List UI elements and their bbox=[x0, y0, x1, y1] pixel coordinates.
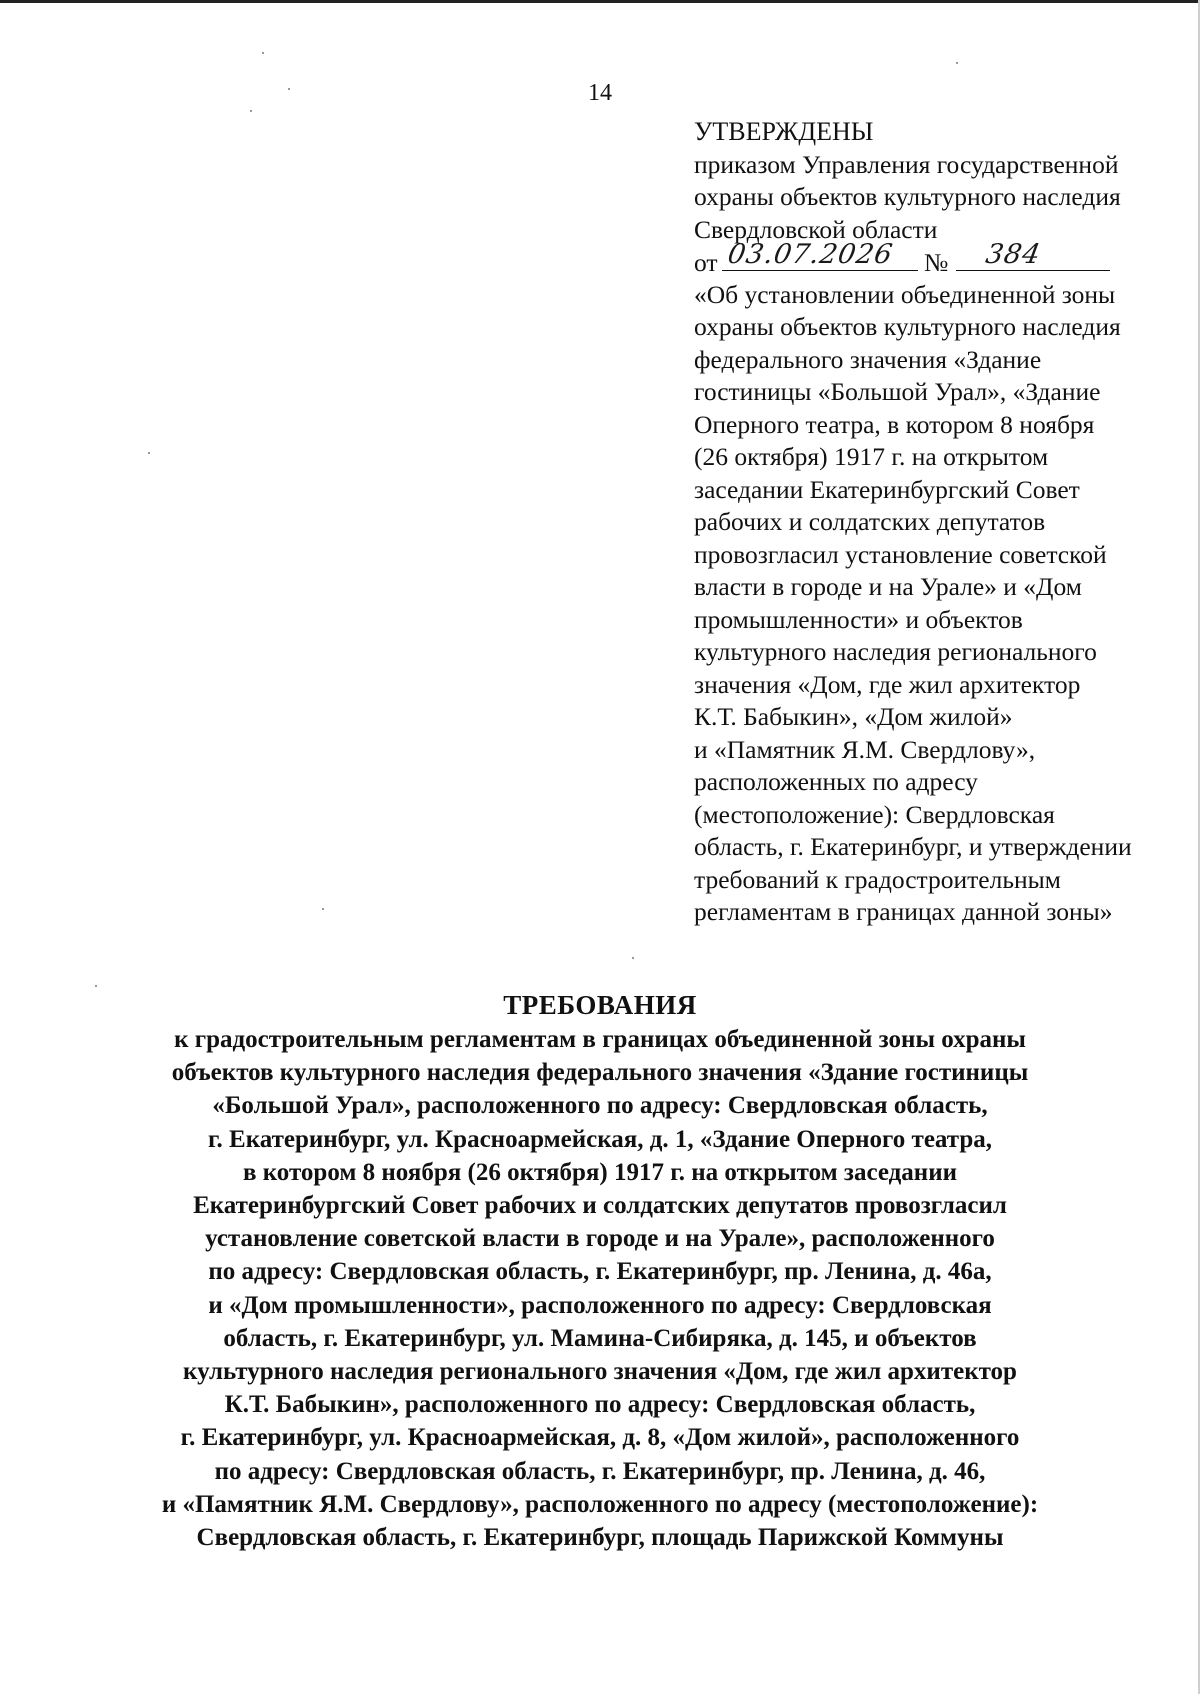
order-title-line: требований к градостроительным bbox=[694, 864, 1061, 894]
requirements-line: г. Екатеринбург, ул. Красноармейская, д. 1, «Здание Оперного театра, bbox=[207, 1125, 993, 1153]
order-title-line: (26 октября) 1917 г. на открытом bbox=[694, 442, 1049, 471]
requirements-line: культурного наследия регионального значения «Дом, где жил архитектор bbox=[183, 1358, 1017, 1386]
scan-speck bbox=[148, 452, 150, 454]
scan-speck bbox=[632, 957, 634, 959]
order-title-line: федерального значения «Здание bbox=[694, 344, 1042, 374]
issuer-line: приказом Управления государственной bbox=[694, 149, 1119, 179]
requirements-line: объектов культурного наследия федерального значения «Здание гостиницы bbox=[171, 1059, 1029, 1087]
scan-speck bbox=[250, 110, 252, 112]
requirements-line: Екатеринбургский Совет рабочих и солдатских депутатов провозгласил bbox=[193, 1192, 1007, 1220]
requirements-line: по адресу: Свердловская область, г. Екатеринбург, пр. Ленина, д. 46, bbox=[214, 1457, 986, 1485]
requirements-section bbox=[0, 987, 1200, 1554]
order-title-line: культурного наследия регионального bbox=[694, 637, 1097, 666]
order-title-line: рабочих и солдатских депутатов bbox=[694, 507, 1046, 536]
requirements-line: г. Екатеринбург, ул. Красноармейская, д. 8, «Дом жилой», расположенного bbox=[180, 1424, 1020, 1452]
date-blank bbox=[722, 238, 918, 271]
scan-speck bbox=[262, 52, 264, 54]
requirements-line: к градостроительным регламентам в границах объединенной зоны охраны bbox=[174, 1026, 1026, 1053]
order-title-line: расположенных по адресу bbox=[694, 767, 978, 796]
approval-stamp-block bbox=[694, 116, 1194, 929]
scan-speck bbox=[322, 908, 324, 910]
order-date-number-row bbox=[694, 238, 1194, 279]
order-title-line: заседании Екатеринбургский Совет bbox=[694, 474, 1080, 504]
requirements-line: в котором 8 ноября (26 октября) 1917 г. на открытом заседании bbox=[242, 1158, 958, 1186]
order-title-line: охраны объектов культурного наследия bbox=[694, 312, 1121, 341]
order-title-line: значения «Дом, где жил архитектор bbox=[694, 669, 1081, 699]
order-title-line: область, г. Екатеринбург, и утверждении bbox=[694, 832, 1132, 861]
handwritten-number: 384 bbox=[983, 238, 1044, 270]
order-title-line: промышленности» и объектов bbox=[694, 604, 1023, 634]
requirements-line: К.Т. Бабыкин», расположенного по адресу: Свердловская область, bbox=[224, 1391, 976, 1419]
requirements-line: Свердловская область, г. Екатеринбург, площадь Парижской Коммуны bbox=[196, 1524, 1004, 1552]
number-blank bbox=[956, 238, 1110, 271]
requirements-line: установление советской власти в городе и на Урале», расположенного bbox=[205, 1225, 995, 1253]
requirements-line: область, г. Екатеринбург, ул. Мамина-Сибиряка, д. 145, и объектов bbox=[223, 1324, 977, 1352]
requirements-line: и «Дом промышленности», расположенного по адресу: Свердловская bbox=[208, 1291, 992, 1319]
order-title-line: гостиницы «Большой Урал», «Здание bbox=[694, 377, 1101, 406]
order-title-line: Оперного театра, в котором 8 ноября bbox=[694, 409, 1095, 439]
issuer-line: Свердловской области bbox=[694, 214, 938, 244]
handwritten-date: 03.07.2026 bbox=[724, 238, 896, 270]
order-title-line: «Об установлении объединенной зоны bbox=[694, 279, 1116, 309]
requirements-line: по адресу: Свердловская область, г. Екатеринбург, пр. Ленина, д. 46а, bbox=[208, 1258, 992, 1286]
requirements-line: «Большой Урал», расположенного по адресу: Свердловская область, bbox=[212, 1092, 988, 1120]
order-title-line: власти в городе и на Урале» и «Дом bbox=[694, 572, 1082, 601]
page-number: 14 bbox=[588, 80, 612, 106]
scan-top-border bbox=[0, 0, 1200, 3]
date-prefix: от bbox=[694, 248, 718, 277]
issuer-line: охраны объектов культурного наследия bbox=[694, 182, 1121, 211]
order-title-line: провозгласил установление советской bbox=[694, 539, 1107, 569]
order-title-line: (местоположение): Свердловская bbox=[694, 799, 1055, 829]
requirements-title: ТРЕБОВАНИЯ bbox=[503, 990, 697, 1020]
requirements-line: и «Памятник Я.М. Свердлову», расположенного по адресу (местоположение): bbox=[161, 1490, 1039, 1518]
scan-speck bbox=[956, 62, 958, 64]
order-title-line: регламентам в границах данной зоны» bbox=[694, 897, 1113, 926]
order-title-line: К.Т. Бабыкин», «Дом жилой» bbox=[694, 702, 1013, 731]
approval-heading: УТВЕРЖДЕНЫ bbox=[694, 117, 874, 146]
order-title-line: и «Памятник Я.М. Свердлову», bbox=[694, 734, 1036, 764]
number-prefix: № bbox=[923, 248, 949, 277]
